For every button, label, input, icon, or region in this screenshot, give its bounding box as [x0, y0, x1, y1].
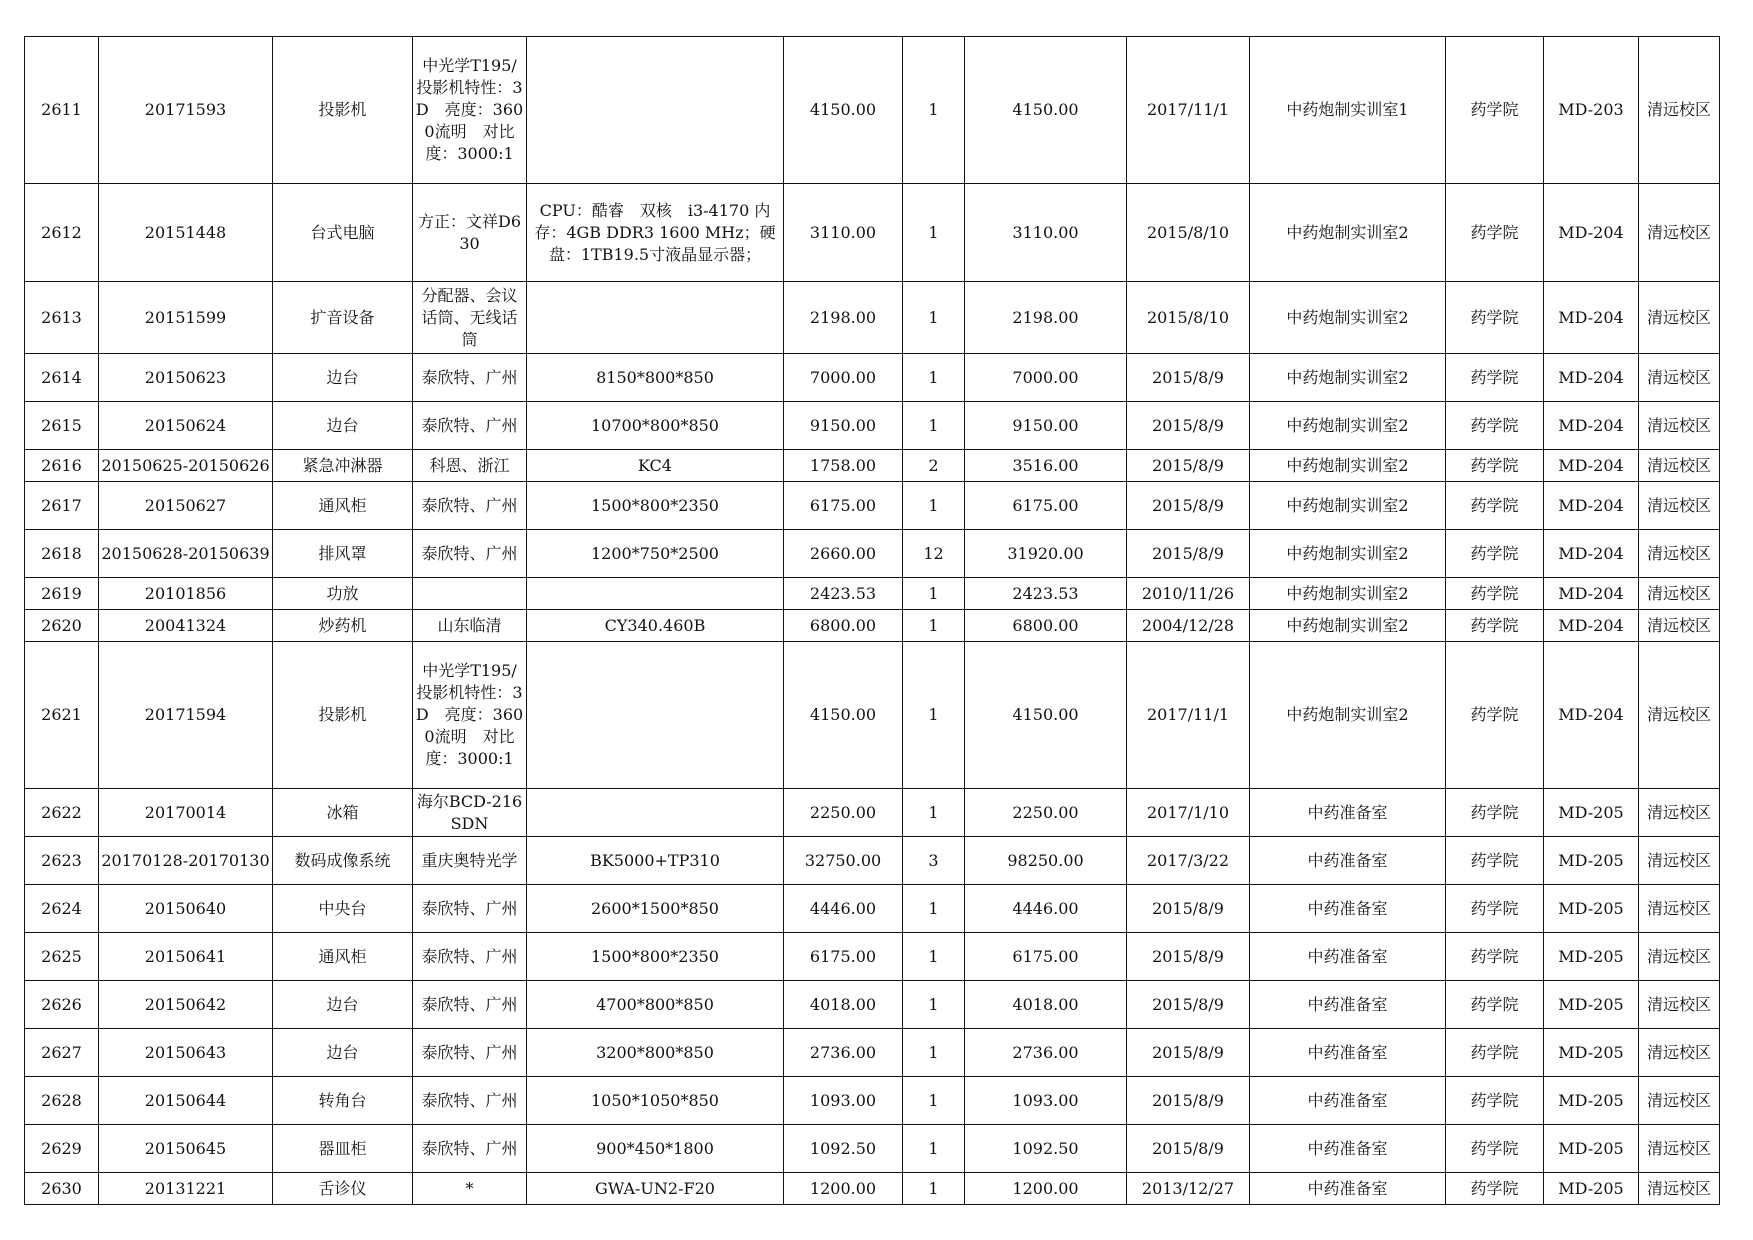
cell-room: 中药炮制实训室2 [1250, 610, 1446, 642]
cell-quantity: 1 [903, 1077, 965, 1125]
cell-asset-code: 20151599 [99, 282, 273, 354]
cell-row-number: 2630 [25, 1173, 99, 1205]
cell-room-number: MD-205 [1544, 1125, 1639, 1173]
cell-unit-price: 4150.00 [784, 37, 903, 184]
cell-room-number: MD-204 [1544, 450, 1639, 482]
cell-quantity: 1 [903, 184, 965, 282]
cell-brand [413, 578, 527, 610]
cell-total: 6175.00 [965, 482, 1127, 530]
cell-spec: 2600*1500*850 [527, 885, 784, 933]
cell-room-number: MD-205 [1544, 789, 1639, 837]
cell-row-number: 2619 [25, 578, 99, 610]
cell-asset-name: 通风柜 [273, 482, 413, 530]
table-row [25, 789, 1720, 837]
cell-unit-price: 2660.00 [784, 530, 903, 578]
cell-unit-price: 1093.00 [784, 1077, 903, 1125]
cell-brand: 海尔BCD-216SDN [413, 789, 527, 837]
cell-spec: 1500*800*2350 [527, 482, 784, 530]
table-row [25, 981, 1720, 1029]
cell-room: 中药炮制实训室2 [1250, 402, 1446, 450]
cell-unit-price: 32750.00 [784, 837, 903, 885]
cell-date: 2015/8/10 [1127, 184, 1250, 282]
cell-asset-code: 20150644 [99, 1077, 273, 1125]
cell-room-number: MD-205 [1544, 1029, 1639, 1077]
cell-total: 1200.00 [965, 1173, 1127, 1205]
cell-room-number: MD-204 [1544, 578, 1639, 610]
cell-room: 中药炮制实训室2 [1250, 530, 1446, 578]
cell-spec: 10700*800*850 [527, 402, 784, 450]
cell-campus: 清远校区 [1639, 642, 1720, 789]
cell-brand: 中光学T195/投影机特性：3D 亮度：3600流明 对比度：3000:1 [413, 642, 527, 789]
cell-campus: 清远校区 [1639, 450, 1720, 482]
cell-asset-name: 边台 [273, 1029, 413, 1077]
cell-asset-code: 20101856 [99, 578, 273, 610]
cell-total: 3516.00 [965, 450, 1127, 482]
cell-quantity: 3 [903, 837, 965, 885]
cell-room: 中药准备室 [1250, 981, 1446, 1029]
cell-brand: 科恩、浙江 [413, 450, 527, 482]
cell-asset-code: 20150624 [99, 402, 273, 450]
cell-quantity: 1 [903, 981, 965, 1029]
cell-brand: 泰欣特、广州 [413, 530, 527, 578]
cell-date: 2015/8/9 [1127, 402, 1250, 450]
cell-quantity: 1 [903, 885, 965, 933]
cell-date: 2015/8/9 [1127, 981, 1250, 1029]
cell-room-number: MD-205 [1544, 837, 1639, 885]
cell-spec [527, 642, 784, 789]
cell-room-number: MD-204 [1544, 530, 1639, 578]
cell-room: 中药准备室 [1250, 1029, 1446, 1077]
cell-asset-name: 转角台 [273, 1077, 413, 1125]
cell-department: 药学院 [1446, 933, 1544, 981]
cell-campus: 清远校区 [1639, 885, 1720, 933]
cell-spec: 8150*800*850 [527, 354, 784, 402]
table-row [25, 450, 1720, 482]
cell-asset-code: 20150627 [99, 482, 273, 530]
cell-row-number: 2621 [25, 642, 99, 789]
cell-asset-code: 20150625-20150626 [99, 450, 273, 482]
cell-department: 药学院 [1446, 642, 1544, 789]
cell-room-number: MD-205 [1544, 981, 1639, 1029]
table-row [25, 610, 1720, 642]
cell-total: 7000.00 [965, 354, 1127, 402]
cell-row-number: 2615 [25, 402, 99, 450]
table-row [25, 885, 1720, 933]
cell-quantity: 1 [903, 642, 965, 789]
cell-row-number: 2624 [25, 885, 99, 933]
cell-spec: 1200*750*2500 [527, 530, 784, 578]
cell-total: 1092.50 [965, 1125, 1127, 1173]
cell-date: 2017/11/1 [1127, 642, 1250, 789]
cell-date: 2015/8/9 [1127, 1029, 1250, 1077]
cell-spec [527, 789, 784, 837]
cell-department: 药学院 [1446, 1125, 1544, 1173]
cell-asset-code: 20150643 [99, 1029, 273, 1077]
cell-room: 中药准备室 [1250, 933, 1446, 981]
cell-total: 6175.00 [965, 933, 1127, 981]
cell-room: 中药炮制实训室1 [1250, 37, 1446, 184]
cell-room-number: MD-205 [1544, 933, 1639, 981]
table-row [25, 837, 1720, 885]
cell-total: 2736.00 [965, 1029, 1127, 1077]
cell-quantity: 1 [903, 610, 965, 642]
cell-brand: 泰欣特、广州 [413, 885, 527, 933]
cell-total: 2250.00 [965, 789, 1127, 837]
cell-room: 中药准备室 [1250, 1173, 1446, 1205]
cell-department: 药学院 [1446, 578, 1544, 610]
cell-date: 2015/8/9 [1127, 530, 1250, 578]
table-body [25, 37, 1720, 1205]
cell-room-number: MD-204 [1544, 402, 1639, 450]
cell-date: 2015/8/9 [1127, 933, 1250, 981]
cell-row-number: 2628 [25, 1077, 99, 1125]
cell-department: 药学院 [1446, 530, 1544, 578]
cell-date: 2015/8/9 [1127, 354, 1250, 402]
cell-room: 中药准备室 [1250, 885, 1446, 933]
cell-room: 中药炮制实训室2 [1250, 642, 1446, 789]
cell-department: 药学院 [1446, 1173, 1544, 1205]
cell-unit-price: 1200.00 [784, 1173, 903, 1205]
cell-department: 药学院 [1446, 402, 1544, 450]
cell-row-number: 2612 [25, 184, 99, 282]
cell-asset-code: 20150645 [99, 1125, 273, 1173]
cell-department: 药学院 [1446, 37, 1544, 184]
cell-total: 4150.00 [965, 37, 1127, 184]
cell-asset-code: 20150642 [99, 981, 273, 1029]
cell-department: 药学院 [1446, 837, 1544, 885]
cell-campus: 清远校区 [1639, 981, 1720, 1029]
cell-asset-name: 器皿柜 [273, 1125, 413, 1173]
cell-room-number: MD-205 [1544, 1173, 1639, 1205]
cell-campus: 清远校区 [1639, 402, 1720, 450]
cell-row-number: 2625 [25, 933, 99, 981]
cell-quantity: 1 [903, 402, 965, 450]
cell-asset-code: 20131221 [99, 1173, 273, 1205]
cell-asset-code: 20150623 [99, 354, 273, 402]
cell-date: 2013/12/27 [1127, 1173, 1250, 1205]
table-row [25, 282, 1720, 354]
cell-spec: 1050*1050*850 [527, 1077, 784, 1125]
cell-total: 4018.00 [965, 981, 1127, 1029]
cell-unit-price: 7000.00 [784, 354, 903, 402]
cell-spec [527, 37, 784, 184]
cell-unit-price: 4018.00 [784, 981, 903, 1029]
cell-campus: 清远校区 [1639, 1173, 1720, 1205]
table-row [25, 530, 1720, 578]
cell-campus: 清远校区 [1639, 610, 1720, 642]
cell-quantity: 1 [903, 578, 965, 610]
cell-spec: CY340.460B [527, 610, 784, 642]
cell-brand: 山东临清 [413, 610, 527, 642]
table-row [25, 1029, 1720, 1077]
cell-department: 药学院 [1446, 1029, 1544, 1077]
cell-room-number: MD-204 [1544, 282, 1639, 354]
cell-room: 中药准备室 [1250, 789, 1446, 837]
cell-date: 2015/8/9 [1127, 1125, 1250, 1173]
cell-asset-name: 舌诊仪 [273, 1173, 413, 1205]
cell-total: 31920.00 [965, 530, 1127, 578]
cell-asset-name: 数码成像系统 [273, 837, 413, 885]
cell-row-number: 2613 [25, 282, 99, 354]
cell-asset-name: 炒药机 [273, 610, 413, 642]
cell-unit-price: 6175.00 [784, 933, 903, 981]
cell-brand: 泰欣特、广州 [413, 1125, 527, 1173]
cell-campus: 清远校区 [1639, 530, 1720, 578]
cell-asset-name: 功放 [273, 578, 413, 610]
cell-spec: KC4 [527, 450, 784, 482]
cell-quantity: 1 [903, 933, 965, 981]
cell-brand: 泰欣特、广州 [413, 1077, 527, 1125]
cell-unit-price: 4446.00 [784, 885, 903, 933]
cell-quantity: 1 [903, 1125, 965, 1173]
cell-spec: CPU：酷睿 双核 i3-4170 内存：4GB DDR3 1600 MHz；硬盘：1TB19.5寸液晶显示器； [527, 184, 784, 282]
cell-room: 中药准备室 [1250, 837, 1446, 885]
cell-asset-name: 边台 [273, 402, 413, 450]
cell-total: 4446.00 [965, 885, 1127, 933]
cell-department: 药学院 [1446, 450, 1544, 482]
cell-brand: 泰欣特、广州 [413, 1029, 527, 1077]
table-row [25, 37, 1720, 184]
cell-asset-name: 通风柜 [273, 933, 413, 981]
table-row [25, 1173, 1720, 1205]
table-row [25, 482, 1720, 530]
cell-room: 中药炮制实训室2 [1250, 282, 1446, 354]
cell-unit-price: 1092.50 [784, 1125, 903, 1173]
cell-unit-price: 2423.53 [784, 578, 903, 610]
asset-table [24, 36, 1720, 1205]
cell-room: 中药炮制实训室2 [1250, 354, 1446, 402]
cell-unit-price: 1758.00 [784, 450, 903, 482]
cell-asset-code: 20041324 [99, 610, 273, 642]
cell-unit-price: 3110.00 [784, 184, 903, 282]
cell-asset-code: 20150641 [99, 933, 273, 981]
cell-date: 2015/8/9 [1127, 885, 1250, 933]
cell-spec: BK5000+TP310 [527, 837, 784, 885]
cell-department: 药学院 [1446, 184, 1544, 282]
cell-asset-name: 投影机 [273, 642, 413, 789]
cell-unit-price: 2250.00 [784, 789, 903, 837]
cell-campus: 清远校区 [1639, 578, 1720, 610]
cell-total: 98250.00 [965, 837, 1127, 885]
table-row [25, 1077, 1720, 1125]
cell-date: 2017/11/1 [1127, 37, 1250, 184]
cell-room-number: MD-204 [1544, 482, 1639, 530]
cell-campus: 清远校区 [1639, 184, 1720, 282]
cell-department: 药学院 [1446, 482, 1544, 530]
cell-department: 药学院 [1446, 610, 1544, 642]
cell-room-number: MD-205 [1544, 885, 1639, 933]
cell-room-number: MD-204 [1544, 642, 1639, 789]
cell-spec: 4700*800*850 [527, 981, 784, 1029]
cell-room: 中药炮制实训室2 [1250, 450, 1446, 482]
cell-row-number: 2620 [25, 610, 99, 642]
cell-row-number: 2616 [25, 450, 99, 482]
cell-room: 中药准备室 [1250, 1125, 1446, 1173]
cell-quantity: 1 [903, 37, 965, 184]
cell-brand: 泰欣特、广州 [413, 354, 527, 402]
cell-asset-name: 投影机 [273, 37, 413, 184]
cell-date: 2015/8/9 [1127, 450, 1250, 482]
cell-asset-name: 冰箱 [273, 789, 413, 837]
cell-department: 药学院 [1446, 282, 1544, 354]
cell-spec: 1500*800*2350 [527, 933, 784, 981]
cell-brand: 泰欣特、广州 [413, 981, 527, 1029]
cell-asset-code: 20150640 [99, 885, 273, 933]
cell-total: 3110.00 [965, 184, 1127, 282]
cell-asset-name: 扩音设备 [273, 282, 413, 354]
cell-campus: 清远校区 [1639, 789, 1720, 837]
cell-row-number: 2629 [25, 1125, 99, 1173]
cell-campus: 清远校区 [1639, 354, 1720, 402]
cell-brand: 重庆奥特光学 [413, 837, 527, 885]
cell-unit-price: 6175.00 [784, 482, 903, 530]
cell-unit-price: 9150.00 [784, 402, 903, 450]
cell-date: 2017/3/22 [1127, 837, 1250, 885]
cell-quantity: 1 [903, 789, 965, 837]
cell-department: 药学院 [1446, 1077, 1544, 1125]
cell-quantity: 1 [903, 1029, 965, 1077]
cell-brand: 泰欣特、广州 [413, 482, 527, 530]
cell-room-number: MD-204 [1544, 354, 1639, 402]
cell-room: 中药炮制实训室2 [1250, 482, 1446, 530]
cell-asset-name: 中央台 [273, 885, 413, 933]
cell-unit-price: 2198.00 [784, 282, 903, 354]
cell-room-number: MD-205 [1544, 1077, 1639, 1125]
cell-campus: 清远校区 [1639, 837, 1720, 885]
cell-date: 2015/8/10 [1127, 282, 1250, 354]
cell-spec: GWA-UN2-F20 [527, 1173, 784, 1205]
cell-spec [527, 578, 784, 610]
table-row [25, 578, 1720, 610]
cell-total: 4150.00 [965, 642, 1127, 789]
cell-campus: 清远校区 [1639, 37, 1720, 184]
cell-row-number: 2611 [25, 37, 99, 184]
cell-asset-name: 边台 [273, 354, 413, 402]
cell-quantity: 1 [903, 354, 965, 402]
cell-date: 2017/1/10 [1127, 789, 1250, 837]
cell-quantity: 2 [903, 450, 965, 482]
cell-total: 2423.53 [965, 578, 1127, 610]
cell-unit-price: 4150.00 [784, 642, 903, 789]
cell-unit-price: 2736.00 [784, 1029, 903, 1077]
cell-campus: 清远校区 [1639, 1029, 1720, 1077]
table-row [25, 642, 1720, 789]
cell-asset-code: 20170014 [99, 789, 273, 837]
cell-brand: 中光学T195/投影机特性：3D 亮度：3600流明 对比度：3000:1 [413, 37, 527, 184]
cell-row-number: 2617 [25, 482, 99, 530]
cell-campus: 清远校区 [1639, 1077, 1720, 1125]
table-row [25, 933, 1720, 981]
cell-total: 2198.00 [965, 282, 1127, 354]
cell-asset-code: 20151448 [99, 184, 273, 282]
cell-unit-price: 6800.00 [784, 610, 903, 642]
table-row [25, 1125, 1720, 1173]
cell-date: 2004/12/28 [1127, 610, 1250, 642]
cell-asset-code: 20170128-20170130 [99, 837, 273, 885]
cell-asset-name: 边台 [273, 981, 413, 1029]
table-row [25, 354, 1720, 402]
cell-asset-name: 紧急冲淋器 [273, 450, 413, 482]
cell-date: 2010/11/26 [1127, 578, 1250, 610]
cell-row-number: 2627 [25, 1029, 99, 1077]
cell-row-number: 2622 [25, 789, 99, 837]
cell-brand: 泰欣特、广州 [413, 933, 527, 981]
cell-spec: 900*450*1800 [527, 1125, 784, 1173]
cell-date: 2015/8/9 [1127, 482, 1250, 530]
cell-quantity: 1 [903, 282, 965, 354]
cell-department: 药学院 [1446, 354, 1544, 402]
cell-campus: 清远校区 [1639, 1125, 1720, 1173]
cell-total: 1093.00 [965, 1077, 1127, 1125]
cell-room: 中药炮制实训室2 [1250, 184, 1446, 282]
cell-date: 2015/8/9 [1127, 1077, 1250, 1125]
cell-department: 药学院 [1446, 789, 1544, 837]
cell-brand: 泰欣特、广州 [413, 402, 527, 450]
cell-asset-code: 20171593 [99, 37, 273, 184]
cell-asset-code: 20171594 [99, 642, 273, 789]
cell-room-number: MD-204 [1544, 610, 1639, 642]
cell-asset-code: 20150628-20150639 [99, 530, 273, 578]
cell-room-number: MD-204 [1544, 184, 1639, 282]
cell-department: 药学院 [1446, 885, 1544, 933]
cell-brand: * [413, 1173, 527, 1205]
cell-row-number: 2626 [25, 981, 99, 1029]
cell-spec: 3200*800*850 [527, 1029, 784, 1077]
cell-campus: 清远校区 [1639, 282, 1720, 354]
cell-row-number: 2614 [25, 354, 99, 402]
cell-total: 9150.00 [965, 402, 1127, 450]
table-row [25, 402, 1720, 450]
table-row [25, 184, 1720, 282]
cell-room-number: MD-203 [1544, 37, 1639, 184]
cell-asset-name: 台式电脑 [273, 184, 413, 282]
cell-quantity: 12 [903, 530, 965, 578]
cell-department: 药学院 [1446, 981, 1544, 1029]
cell-brand: 分配器、会议话筒、无线话筒 [413, 282, 527, 354]
cell-asset-name: 排风罩 [273, 530, 413, 578]
cell-brand: 方正：文祥D630 [413, 184, 527, 282]
cell-row-number: 2618 [25, 530, 99, 578]
cell-quantity: 1 [903, 1173, 965, 1205]
cell-row-number: 2623 [25, 837, 99, 885]
cell-quantity: 1 [903, 482, 965, 530]
cell-spec [527, 282, 784, 354]
cell-campus: 清远校区 [1639, 482, 1720, 530]
cell-campus: 清远校区 [1639, 933, 1720, 981]
cell-total: 6800.00 [965, 610, 1127, 642]
cell-room: 中药炮制实训室2 [1250, 578, 1446, 610]
cell-room: 中药准备室 [1250, 1077, 1446, 1125]
